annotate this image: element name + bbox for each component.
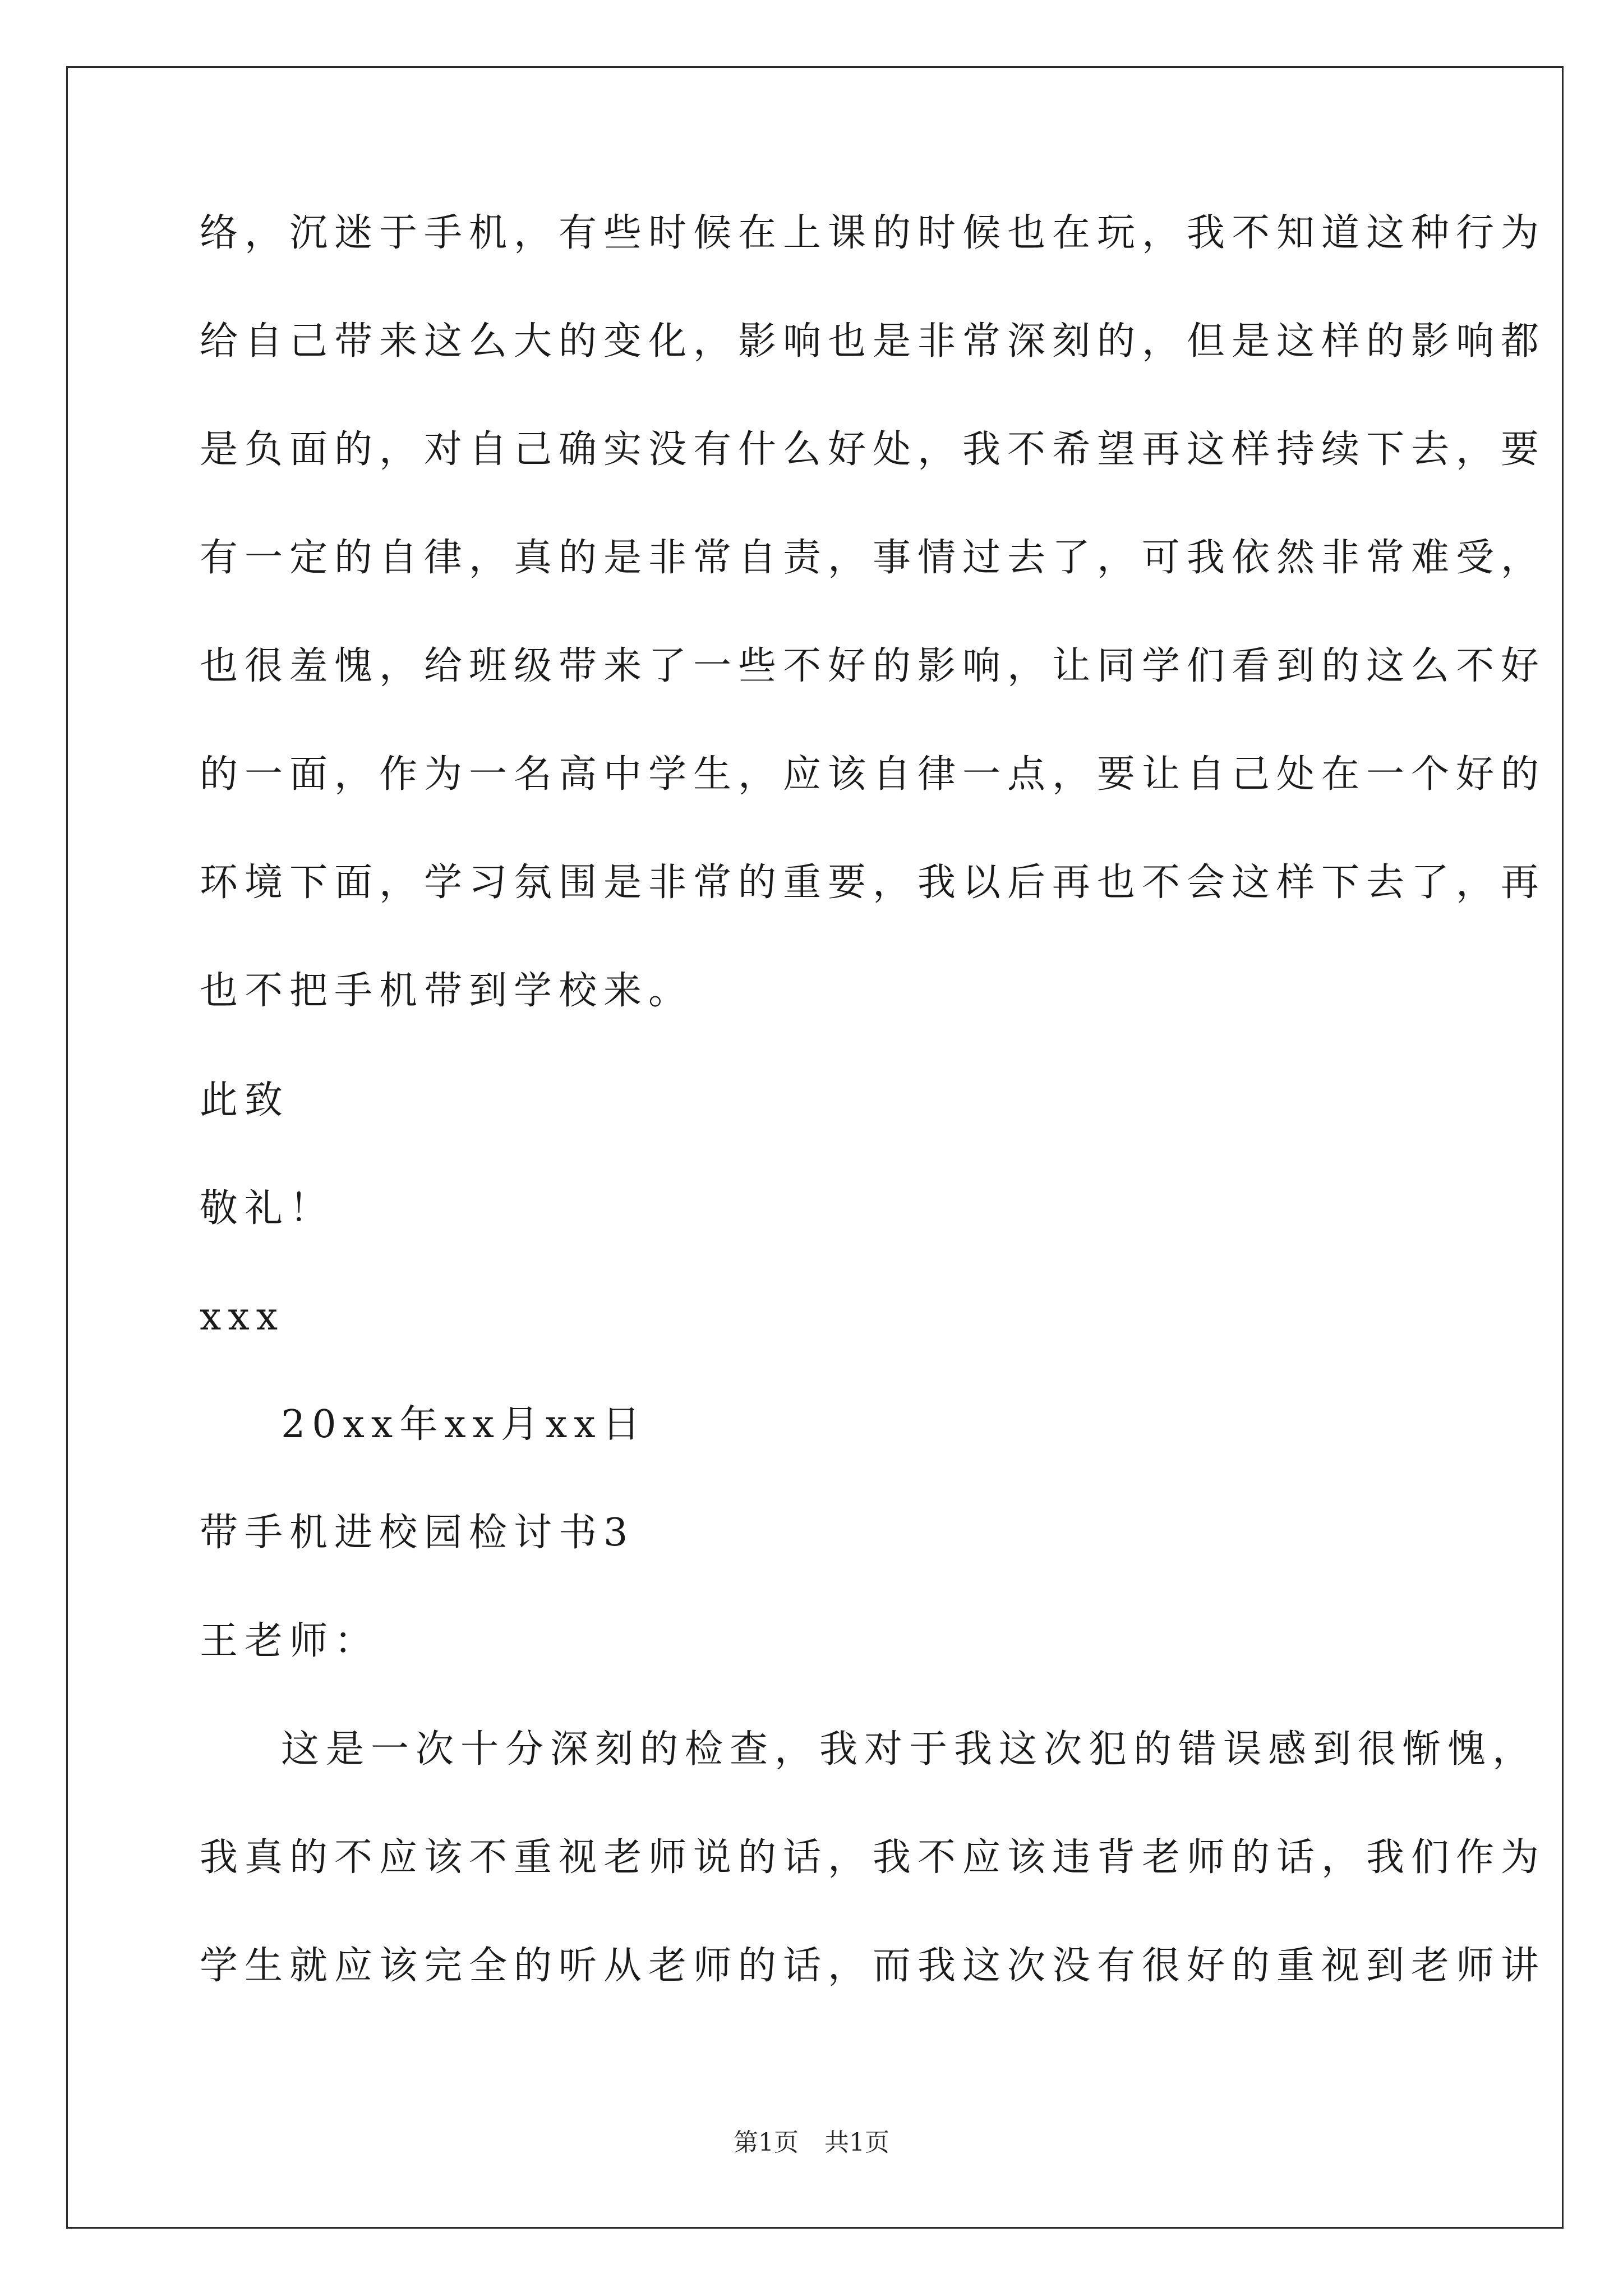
signature: xxx	[200, 1295, 285, 1339]
section-title: 带手机进校园检讨书3	[200, 1511, 635, 1555]
page-footer	[0, 2126, 1623, 2160]
paragraph-line: 环境下面，学习氛围是非常的重要，我以后再也不会这样下去了，再	[200, 861, 1546, 905]
closing-salutation: 此致	[200, 1078, 290, 1122]
paragraph-line: 的一面，作为一名高中学生，应该自律一点，要让自己处在一个好的	[200, 752, 1546, 797]
paragraph-line: 学生就应该完全的听从老师的话，而我这次没有很好的重视到老师讲	[200, 1944, 1546, 1988]
paragraph-line: 是负面的，对自己确实没有什么好处，我不希望再这样持续下去，要	[200, 427, 1546, 472]
paragraph-line: 给自己带来这么大的变化，影响也是非常深刻的，但是这样的影响都	[200, 319, 1546, 364]
page-border	[66, 66, 1564, 2229]
page-total: 共1页	[824, 2128, 889, 2157]
paragraph-line: 有一定的自律，真的是非常自责，事情过去了，可我依然非常难受，	[200, 536, 1546, 580]
closing-regards: 敬礼！	[200, 1186, 335, 1231]
paragraph-line: 我真的不应该不重视老师说的话，我不应该违背老师的话，我们作为	[200, 1835, 1546, 1880]
date-line: 20xx年xx月xx日	[281, 1402, 647, 1447]
salutation: 王老师：	[200, 1619, 380, 1663]
paragraph-line: 也很羞愧，给班级带来了一些不好的影响，让同学们看到的这么不好	[200, 644, 1546, 688]
paragraph-line: 也不把手机带到学校来。	[200, 969, 694, 1013]
paragraph-line: 这是一次十分深刻的检查，我对于我这次犯的错误感到很惭愧，	[281, 1727, 1538, 1772]
paragraph-line: 络，沉迷于手机，有些时候在上课的时候也在玩，我不知道这种行为	[200, 211, 1546, 255]
page-number: 第1页	[734, 2128, 799, 2157]
